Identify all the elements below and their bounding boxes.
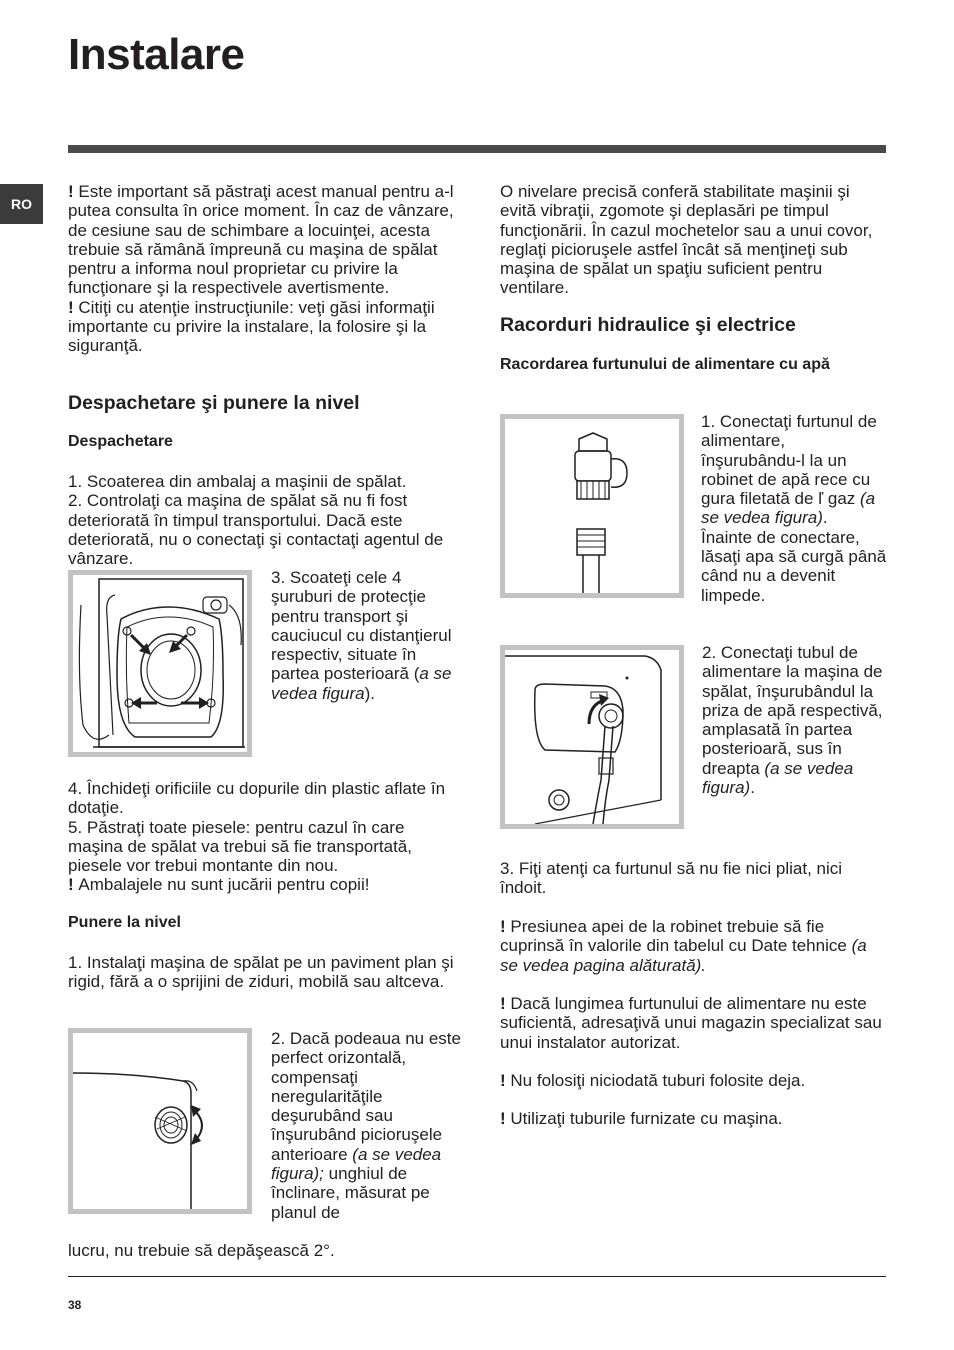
figure-transport-screws [68,570,252,757]
hose-step-2: 2. Conectaţi tubul de alimentare la maşina de spălat, înşurubândul la priza de apă respectivă, amplasată în partea posterioară, sus în dreapta (a se vedea figura). [702,643,883,798]
page-title: Instalare [68,30,245,79]
leveling-step-2-end: lucru, nu trebuie să depăşească 2°. [68,1241,335,1260]
heading-water-hose: Racordarea furtunului de alimentare cu apă [500,356,830,373]
language-tab: RO [0,184,43,224]
figure-adjust-feet [68,1028,252,1214]
intro-paragraph-2: ! Citiţi cu atenţie instrucţiunile: veţi găsi informaţii importante cu privire la instalare, la folosire şi la siguranţă. [68,297,435,356]
leveling-step-1: 1. Instalaţi maşina de spălat pe un paviment plan şi rigid, fără a o sprijini de ziduri, mobilă sau altceva. [68,953,454,992]
hose-step-3: 3. Fiţi atenţi ca furtunul să nu fie nici pliat, nici îndoit. [500,859,843,898]
warning-used-hoses: ! Nu folosiţi niciodată tuburi folosite deja. [500,1071,806,1090]
heading-unpacking-leveling: Despachetare şi punere la nivel [68,392,360,414]
leveling-precision-paragraph: O nivelare precisă conferă stabilitate maşinii şi evită vibraţii, zgomote şi deplasări pe timpul funcţionării. În cazul mochetelor sau a unui covor, reglaţi picioruşele astfel încât să menţineţi sub maşina de spălat un spaţiu suficient pentru ventilare. [500,182,873,298]
figure-tap-connection [500,414,684,598]
heading-unpacking: Despachetare [68,433,173,450]
unpack-step-2: 2. Controlaţi ca maşina de spălat să nu fi fost deteriorată în timpul transportului. Dacă este deteriorată, nu o conectaţi şi contactaţi agentul de vânzare. [68,491,444,569]
heading-leveling: Punere la nivel [68,914,181,931]
warning-water-pressure: ! Presiunea apei de la robinet trebuie să fie cuprinsă în valorile din tabelul cu Date tehnice (a se vedea pagina alăturată). [500,917,867,975]
page-number: 38 [68,1298,82,1312]
unpack-step-1: 1. Scoaterea din ambalaj a maşinii de spălat. [68,472,407,491]
warning-supplied-hoses: ! Utilizaţi tuburile furnizate cu maşina. [500,1109,783,1128]
intro-paragraph-1: ! Este important să păstraţi acest manual pentru a-l putea consulta în orice moment. În caz de vânzare, de cesiune sau de schimbare a locuinţei, acesta trebuie să rămână împreună cu maşina de spălat pentru a informa noul proprietar cu privire la funcţionare şi la respectivele avertismente. [68,182,454,298]
heading-hydraulic-electric: Racorduri hidraulice şi electrice [500,314,796,336]
unpack-step-5: 5. Păstraţi toate piesele: pentru cazul în care maşina de spălat va trebui să fie transportată, piesele vor trebui montante din nou. [68,817,412,876]
packaging-warning: ! Ambalajele nu sunt jucării pentru copii! [68,875,370,895]
figure-machine-inlet [500,645,684,829]
intro-section [68,182,458,356]
unpack-steps-continued [68,779,458,895]
leveling-step-2: 2. Dacă podeaua nu este perfect orizontală, compensaţi neregularităţile deşurubând sau înşurubând picioruşele anterioare (a se vedea figura); unghiul de înclinare, măsurat pe planul de [271,1029,461,1222]
hose-step-1: 1. Conectaţi furtunul de alimentare, înşurubându-l la un robinet de apă rece cu gura filetată de ľ gaz (a se vedea figura). Înainte de conectare, lăsaţi apa să curgă până când nu a devenit limpede. [701,412,887,605]
unpack-steps [68,472,458,568]
footer-divider [68,1276,886,1277]
unpack-step-4: 4. Închideţi orificiile cu dopurile din plastic aflate în dotaţie. [68,779,446,818]
warning-hose-length: ! Dacă lungimea furtunului de alimentare nu este suficientă, adresaţivă unui magazin specializat sau unui instalator autorizat. [500,994,882,1052]
title-divider [68,145,886,153]
unpack-step-3: 3. Scoateţi cele 4 şuruburi de protecţie pentru transport şi cauciucul cu distanţierul respectiv, situate în partea posterioară (a se vedea figura). [271,568,452,703]
